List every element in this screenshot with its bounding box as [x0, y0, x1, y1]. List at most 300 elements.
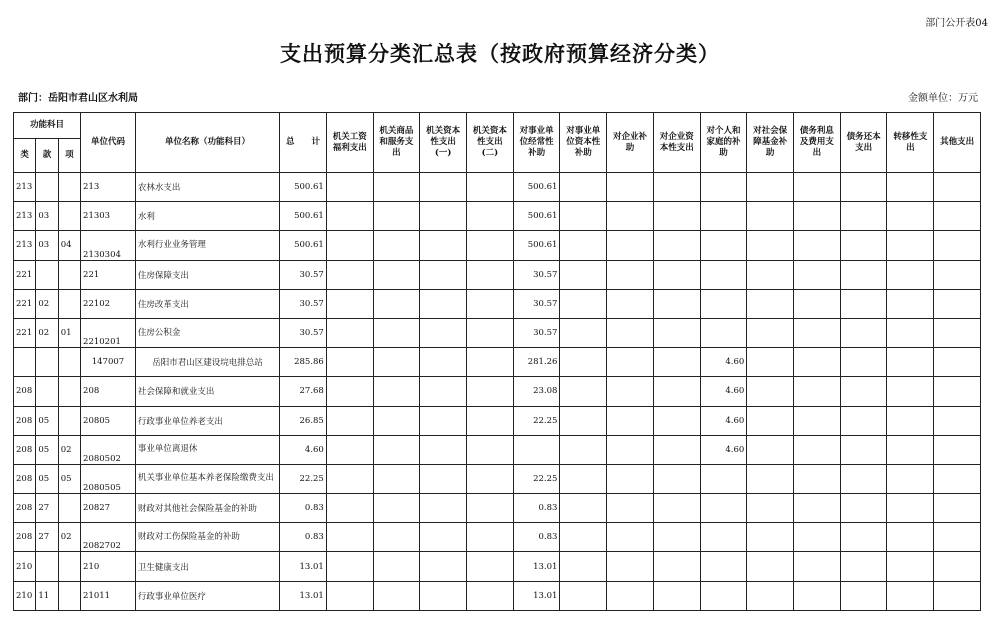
cell-c9: [700, 523, 747, 552]
cell-c10: [747, 552, 794, 581]
cell-c3: [420, 289, 467, 318]
department-label: 部门：岳阳市君山区水利局: [18, 93, 138, 104]
cell-c7: [607, 406, 654, 435]
header-c12: 债务还本支出: [840, 113, 887, 173]
cell-name: 财政对其他社会保险基金的补助: [135, 494, 279, 523]
table-body: [14, 173, 981, 611]
cell-c5: 30.57: [513, 289, 560, 318]
header-func-group: 功能科目: [14, 113, 81, 139]
cell-c11: [794, 523, 841, 552]
cell-c6: [560, 377, 607, 406]
header-c5: 对事业单位经常性补助: [513, 113, 560, 173]
cell-lei: 210: [14, 581, 36, 610]
cell-c14: [934, 523, 981, 552]
cell-c11: [794, 406, 841, 435]
table-row: [14, 231, 981, 260]
cell-code: 210: [81, 552, 136, 581]
cell-c6: [560, 202, 607, 231]
cell-code: 20805: [81, 406, 136, 435]
cell-c8: [653, 377, 700, 406]
cell-c8: [653, 348, 700, 377]
cell-c2: [373, 231, 420, 260]
cell-lei: 210: [14, 552, 36, 581]
cell-kuan: 11: [36, 581, 58, 610]
cell-c3: [420, 552, 467, 581]
cell-c14: [934, 202, 981, 231]
cell-name: 水利行业业务管理: [135, 231, 279, 260]
cell-name: 社会保障和就业支出: [135, 377, 279, 406]
cell-c13: [887, 318, 934, 347]
cell-lei: 208: [14, 523, 36, 552]
cell-kuan: [36, 260, 58, 289]
header-c7: 对企业补助: [607, 113, 654, 173]
cell-kuan: 05: [36, 406, 58, 435]
cell-total: 26.85: [280, 406, 327, 435]
cell-c13: [887, 202, 934, 231]
cell-c7: [607, 173, 654, 202]
cell-c13: [887, 464, 934, 493]
cell-name: 机关事业单位基本养老保险缴费支出: [135, 464, 279, 493]
cell-c3: [420, 318, 467, 347]
cell-c7: [607, 377, 654, 406]
cell-c4: [467, 464, 514, 493]
cell-c11: [794, 260, 841, 289]
cell-c7: [607, 435, 654, 464]
cell-c8: [653, 202, 700, 231]
cell-c14: [934, 173, 981, 202]
cell-c9: [700, 581, 747, 610]
cell-c3: [420, 173, 467, 202]
cell-lei: 213: [14, 173, 36, 202]
cell-kuan: 02: [36, 289, 58, 318]
cell-c10: [747, 464, 794, 493]
cell-kuan: 02: [36, 318, 58, 347]
cell-c5: 30.57: [513, 260, 560, 289]
table-row: [14, 581, 981, 610]
cell-c5: 0.83: [513, 494, 560, 523]
amount-unit-label: 金额单位：万元: [908, 93, 978, 104]
cell-c14: [934, 464, 981, 493]
cell-c1: [326, 260, 373, 289]
cell-c5: 500.61: [513, 231, 560, 260]
cell-lei: 208: [14, 435, 36, 464]
cell-c7: [607, 318, 654, 347]
table-row: [14, 435, 981, 464]
cell-c13: [887, 173, 934, 202]
cell-c10: [747, 173, 794, 202]
cell-c2: [373, 464, 420, 493]
cell-c6: [560, 435, 607, 464]
cell-c8: [653, 435, 700, 464]
cell-c8: [653, 406, 700, 435]
cell-c4: [467, 231, 514, 260]
cell-c5: 13.01: [513, 581, 560, 610]
cell-code: 21303: [81, 202, 136, 231]
cell-name: 卫生健康支出: [135, 552, 279, 581]
cell-c10: [747, 231, 794, 260]
cell-c11: [794, 377, 841, 406]
cell-name: 事业单位离退休: [135, 435, 279, 464]
cell-c14: [934, 406, 981, 435]
cell-c7: [607, 231, 654, 260]
table-row: [14, 494, 981, 523]
cell-c11: [794, 464, 841, 493]
cell-total: 500.61: [280, 173, 327, 202]
cell-code: 147007: [81, 348, 136, 377]
cell-total: 4.60: [280, 435, 327, 464]
cell-total: 27.68: [280, 377, 327, 406]
cell-xiang: [58, 494, 80, 523]
cell-c10: [747, 494, 794, 523]
cell-c1: [326, 581, 373, 610]
cell-c1: [326, 464, 373, 493]
cell-c6: [560, 173, 607, 202]
cell-c4: [467, 173, 514, 202]
header-c14: 其他支出: [934, 113, 981, 173]
cell-c5: [513, 435, 560, 464]
cell-c11: [794, 202, 841, 231]
cell-c5: 23.08: [513, 377, 560, 406]
cell-c2: [373, 552, 420, 581]
cell-c3: [420, 406, 467, 435]
cell-name: 农林水支出: [135, 173, 279, 202]
cell-c9: [700, 289, 747, 318]
cell-c7: [607, 464, 654, 493]
cell-c12: [840, 289, 887, 318]
cell-c7: [607, 552, 654, 581]
cell-code: 208: [81, 377, 136, 406]
cell-lei: 221: [14, 260, 36, 289]
header-c4: 机关资本性支出(二): [467, 113, 514, 173]
table-row: [14, 202, 981, 231]
cell-kuan: [36, 377, 58, 406]
table-row: [14, 348, 981, 377]
cell-c1: [326, 435, 373, 464]
cell-c13: [887, 552, 934, 581]
budget-table: [13, 112, 981, 611]
cell-c13: [887, 377, 934, 406]
header-c6: 对事业单位资本性补助: [560, 113, 607, 173]
header-lei: 类: [14, 139, 36, 173]
cell-name: 住房公积金: [135, 318, 279, 347]
cell-c6: [560, 289, 607, 318]
cell-kuan: [36, 348, 58, 377]
cell-total: 500.61: [280, 202, 327, 231]
cell-c12: [840, 581, 887, 610]
header-xiang: 项: [58, 139, 80, 173]
cell-total: 22.25: [280, 464, 327, 493]
table-row: [14, 464, 981, 493]
cell-c8: [653, 523, 700, 552]
cell-kuan: [36, 552, 58, 581]
cell-c13: [887, 494, 934, 523]
cell-c8: [653, 173, 700, 202]
table-row: [14, 173, 981, 202]
cell-c9: [700, 260, 747, 289]
header-c11: 债务利息及费用支出: [794, 113, 841, 173]
cell-c11: [794, 348, 841, 377]
header-c1: 机关工资福利支出: [326, 113, 373, 173]
cell-c3: [420, 435, 467, 464]
cell-c13: [887, 231, 934, 260]
cell-c3: [420, 494, 467, 523]
cell-c10: [747, 377, 794, 406]
cell-lei: 208: [14, 464, 36, 493]
cell-xiang: [58, 552, 80, 581]
table-row: [14, 523, 981, 552]
cell-c12: [840, 552, 887, 581]
cell-lei: 213: [14, 202, 36, 231]
cell-c1: [326, 552, 373, 581]
cell-c9: [700, 552, 747, 581]
cell-total: 30.57: [280, 318, 327, 347]
cell-c7: [607, 202, 654, 231]
cell-kuan: [36, 173, 58, 202]
cell-c6: [560, 464, 607, 493]
cell-c2: [373, 348, 420, 377]
cell-total: 500.61: [280, 231, 327, 260]
cell-c7: [607, 494, 654, 523]
cell-c8: [653, 289, 700, 318]
table-row: [14, 406, 981, 435]
cell-c9: [700, 494, 747, 523]
cell-xiang: [58, 581, 80, 610]
cell-c11: [794, 435, 841, 464]
cell-c4: [467, 202, 514, 231]
cell-c13: [887, 435, 934, 464]
cell-name: 行政事业单位医疗: [135, 581, 279, 610]
cell-code: 2082702: [81, 523, 136, 552]
header-c8: 对企业资本性支出: [653, 113, 700, 173]
header-c10: 对社会保障基金补助: [747, 113, 794, 173]
cell-c1: [326, 377, 373, 406]
cell-c2: [373, 318, 420, 347]
cell-c13: [887, 260, 934, 289]
cell-c1: [326, 318, 373, 347]
header-code: 单位代码: [81, 113, 136, 173]
cell-code: 22102: [81, 289, 136, 318]
cell-c10: [747, 202, 794, 231]
header-name: 单位名称（功能科目）: [135, 113, 279, 173]
cell-c10: [747, 260, 794, 289]
cell-c14: [934, 552, 981, 581]
cell-c3: [420, 260, 467, 289]
cell-c2: [373, 289, 420, 318]
cell-c13: [887, 523, 934, 552]
cell-lei: 208: [14, 494, 36, 523]
table-row: [14, 377, 981, 406]
cell-c4: [467, 581, 514, 610]
cell-c8: [653, 581, 700, 610]
table-row: [14, 260, 981, 289]
cell-c9: [700, 231, 747, 260]
cell-c9: [700, 464, 747, 493]
cell-code: 2210201: [81, 318, 136, 347]
cell-c3: [420, 377, 467, 406]
cell-c14: [934, 231, 981, 260]
cell-c11: [794, 552, 841, 581]
cell-c2: [373, 377, 420, 406]
cell-c4: [467, 348, 514, 377]
cell-c3: [420, 348, 467, 377]
cell-c10: [747, 523, 794, 552]
cell-c3: [420, 464, 467, 493]
cell-kuan: 03: [36, 231, 58, 260]
cell-c7: [607, 581, 654, 610]
cell-c8: [653, 552, 700, 581]
cell-c11: [794, 173, 841, 202]
cell-c2: [373, 435, 420, 464]
cell-lei: [14, 348, 36, 377]
cell-c12: [840, 523, 887, 552]
cell-c1: [326, 348, 373, 377]
cell-xiang: 02: [58, 523, 80, 552]
cell-c12: [840, 231, 887, 260]
cell-c7: [607, 348, 654, 377]
cell-total: 13.01: [280, 581, 327, 610]
cell-c9: [700, 173, 747, 202]
cell-c13: [887, 581, 934, 610]
cell-xiang: [58, 173, 80, 202]
cell-c6: [560, 581, 607, 610]
cell-c13: [887, 289, 934, 318]
cell-xiang: [58, 260, 80, 289]
cell-total: 13.01: [280, 552, 327, 581]
cell-c3: [420, 202, 467, 231]
cell-c6: [560, 260, 607, 289]
cell-xiang: [58, 377, 80, 406]
cell-c8: [653, 231, 700, 260]
cell-total: 30.57: [280, 260, 327, 289]
cell-c10: [747, 289, 794, 318]
cell-c4: [467, 523, 514, 552]
table-row: [14, 289, 981, 318]
cell-c7: [607, 523, 654, 552]
cell-c6: [560, 523, 607, 552]
cell-c7: [607, 289, 654, 318]
header-c9: 对个人和家庭的补助: [700, 113, 747, 173]
cell-xiang: 01: [58, 318, 80, 347]
cell-c14: [934, 289, 981, 318]
cell-code: 20827: [81, 494, 136, 523]
cell-c1: [326, 289, 373, 318]
cell-c12: [840, 406, 887, 435]
cell-c5: 22.25: [513, 464, 560, 493]
cell-name: 住房保障支出: [135, 260, 279, 289]
cell-code: 21011: [81, 581, 136, 610]
cell-c4: [467, 377, 514, 406]
cell-c12: [840, 260, 887, 289]
cell-c14: [934, 581, 981, 610]
cell-kuan: 27: [36, 494, 58, 523]
cell-c6: [560, 231, 607, 260]
cell-c12: [840, 435, 887, 464]
cell-xiang: 04: [58, 231, 80, 260]
header-c3: 机关资本性支出(一): [420, 113, 467, 173]
cell-c11: [794, 581, 841, 610]
cell-c6: [560, 406, 607, 435]
cell-c6: [560, 348, 607, 377]
cell-kuan: 05: [36, 435, 58, 464]
page-title: 支出预算分类汇总表（按政府预算经济分类）: [280, 41, 720, 66]
cell-name: 财政对工伤保险基金的补助: [135, 523, 279, 552]
cell-total: 0.83: [280, 523, 327, 552]
cell-c2: [373, 494, 420, 523]
cell-c10: [747, 435, 794, 464]
cell-c4: [467, 494, 514, 523]
cell-c5: 0.83: [513, 523, 560, 552]
cell-c6: [560, 318, 607, 347]
cell-c5: 500.61: [513, 202, 560, 231]
cell-c1: [326, 494, 373, 523]
cell-c4: [467, 260, 514, 289]
cell-c9: 4.60: [700, 406, 747, 435]
cell-c2: [373, 406, 420, 435]
cell-c14: [934, 494, 981, 523]
cell-name: 行政事业单位养老支出: [135, 406, 279, 435]
cell-c2: [373, 202, 420, 231]
cell-c5: 13.01: [513, 552, 560, 581]
cell-name: 水利: [135, 202, 279, 231]
cell-total: 285.86: [280, 348, 327, 377]
cell-c9: 4.60: [700, 435, 747, 464]
cell-c1: [326, 173, 373, 202]
cell-c12: [840, 464, 887, 493]
cell-c12: [840, 348, 887, 377]
cell-c7: [607, 260, 654, 289]
cell-c11: [794, 231, 841, 260]
cell-c13: [887, 406, 934, 435]
cell-c11: [794, 318, 841, 347]
cell-lei: 221: [14, 318, 36, 347]
cell-c14: [934, 348, 981, 377]
cell-lei: 208: [14, 377, 36, 406]
cell-c1: [326, 202, 373, 231]
cell-name: 住房改革支出: [135, 289, 279, 318]
table-row: [14, 552, 981, 581]
cell-c4: [467, 318, 514, 347]
cell-total: 0.83: [280, 494, 327, 523]
cell-c14: [934, 435, 981, 464]
cell-c3: [420, 581, 467, 610]
cell-c5: 281.26: [513, 348, 560, 377]
cell-c9: 4.60: [700, 348, 747, 377]
form-number: 部门公开表04: [925, 18, 988, 29]
cell-c6: [560, 552, 607, 581]
header-c13: 转移性支出: [887, 113, 934, 173]
cell-c12: [840, 318, 887, 347]
cell-kuan: 03: [36, 202, 58, 231]
cell-c12: [840, 202, 887, 231]
cell-lei: 213: [14, 231, 36, 260]
cell-c2: [373, 523, 420, 552]
cell-c5: 22.25: [513, 406, 560, 435]
cell-c8: [653, 494, 700, 523]
cell-c10: [747, 406, 794, 435]
cell-name: 岳阳市君山区建设垸电排总站: [135, 348, 279, 377]
cell-c9: [700, 318, 747, 347]
cell-xiang: [58, 348, 80, 377]
cell-kuan: 05: [36, 464, 58, 493]
header-kuan: 款: [36, 139, 58, 173]
cell-c10: [747, 348, 794, 377]
cell-c2: [373, 581, 420, 610]
cell-c11: [794, 289, 841, 318]
cell-code: 221: [81, 260, 136, 289]
cell-xiang: [58, 289, 80, 318]
cell-xiang: [58, 406, 80, 435]
cell-c12: [840, 173, 887, 202]
